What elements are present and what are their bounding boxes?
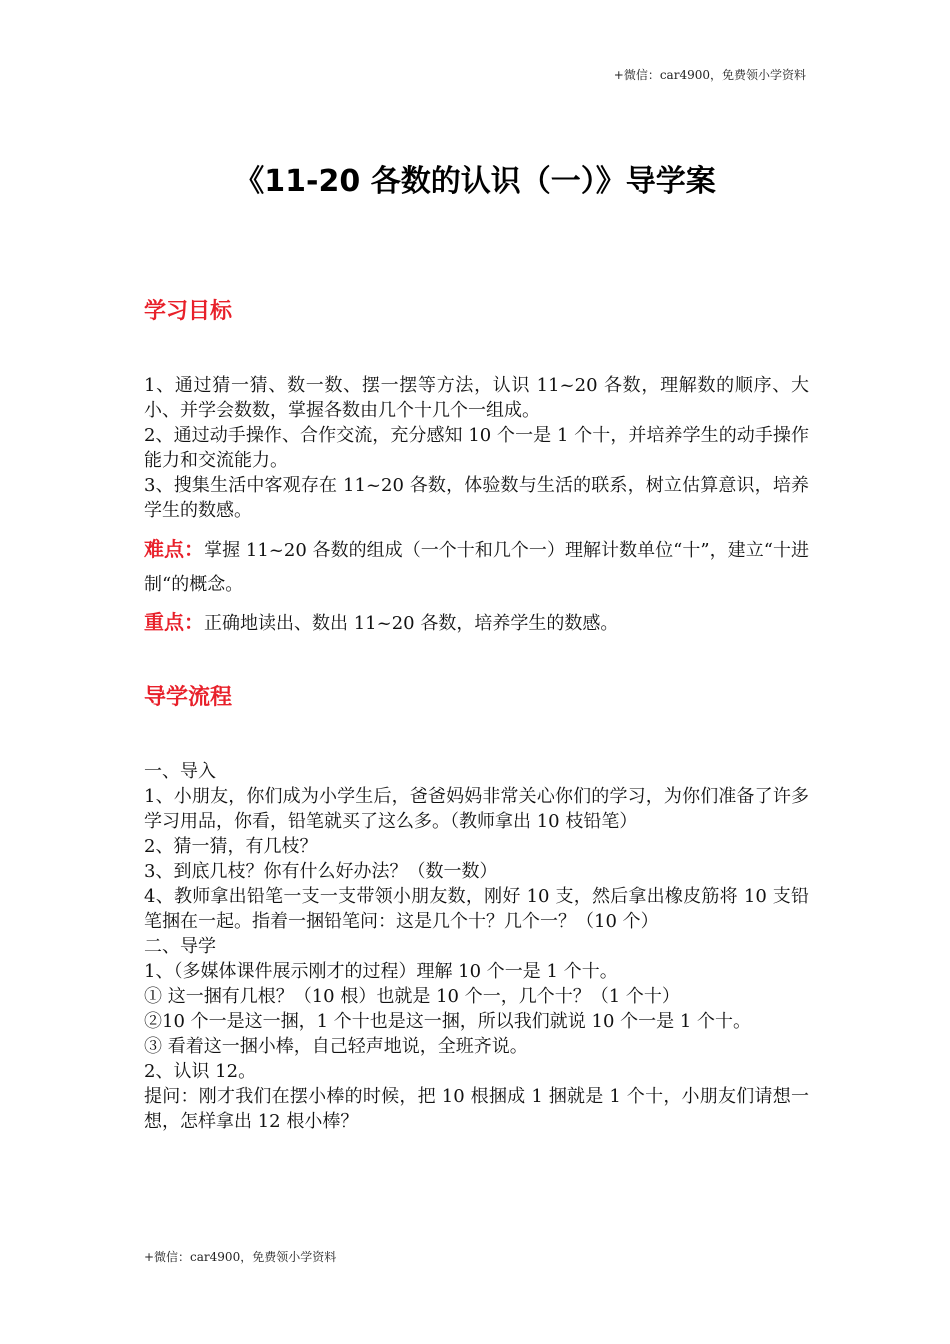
process-line: 二、导学: [144, 936, 216, 957]
goal-item: 3、搜集生活中客观存在 11~20 各数，体验数与生活的联系，树立估算意识，培养学生的数感。: [144, 475, 809, 521]
process-line: 2、猜一猜，有几枝？: [144, 836, 318, 857]
key-point: [144, 605, 809, 641]
document-title: 《11-20 各数的认识（一）》导学案: [234, 164, 716, 199]
process-line: 一、导入: [144, 761, 216, 782]
goals-list: [144, 373, 809, 523]
process-line: 提问：刚才我们在摆小棒的时候，把 10 根捆成 1 捆就是 1 个十，小朋友们请想一想，怎样拿出 12 根小棒？: [144, 1086, 809, 1132]
process-line: ②10 个一是这一捆，1 个十也是这一捆，所以我们就说 10 个一是 1 个十。: [144, 1011, 752, 1032]
process-line: 1、（多媒体课件展示刚才的过程）理解 10 个一是 1 个十。: [144, 961, 618, 982]
section-heading-process: 导学流程: [144, 685, 233, 710]
key-label: 重点：: [144, 610, 204, 634]
page-footer-note: +微信：car4900，免费领小学资料: [144, 1250, 337, 1264]
section-heading-goals: 学习目标: [144, 299, 233, 324]
key-text: 正确地读出、数出 11~20 各数，培养学生的数感。: [204, 613, 619, 634]
process-list: [144, 759, 809, 1134]
process-line: 3、到底几枝？你有什么好办法？（数一数）: [144, 861, 498, 882]
page-header-note: +微信：car4900，免费领小学资料: [613, 68, 806, 82]
goal-item: 1、通过猜一猜、数一数、摆一摆等方法，认识 11~20 各数，理解数的顺序、大小、并学会数数，掌握各数由几个十几个一组成。: [144, 375, 809, 421]
difficulty-text: 掌握 11~20 各数的组成（一个十和几个一）理解计数单位“十”，建立“十进制“的概念。: [144, 540, 810, 595]
process-line: 4、教师拿出铅笔一支一支带领小朋友数，刚好 10 支，然后拿出橡皮筋将 10 支铅笔捆在一起。指着一捆铅笔问：这是几个十？几个一？（10 个）: [144, 886, 809, 932]
goal-item: 2、通过动手操作、合作交流，充分感知 10 个一是 1 个十，并培养学生的动手操作能力和交流能力。: [144, 425, 809, 471]
difficulty-point: [144, 532, 809, 602]
process-line: 1、小朋友，你们成为小学生后，爸爸妈妈非常关心你们的学习，为你们准备了许多学习用品，你看，铅笔就买了这么多。（教师拿出 10 枝铅笔）: [144, 786, 809, 832]
process-line: ① 这一捆有几根？（10 根）也就是 10 个一，几个十？（1 个十）: [144, 986, 680, 1007]
process-line: 2、认识 12。: [144, 1061, 257, 1082]
difficulty-label: 难点：: [144, 537, 205, 561]
process-line: ③ 看着这一捆小棒，自己轻声地说，全班齐说。: [144, 1036, 528, 1057]
